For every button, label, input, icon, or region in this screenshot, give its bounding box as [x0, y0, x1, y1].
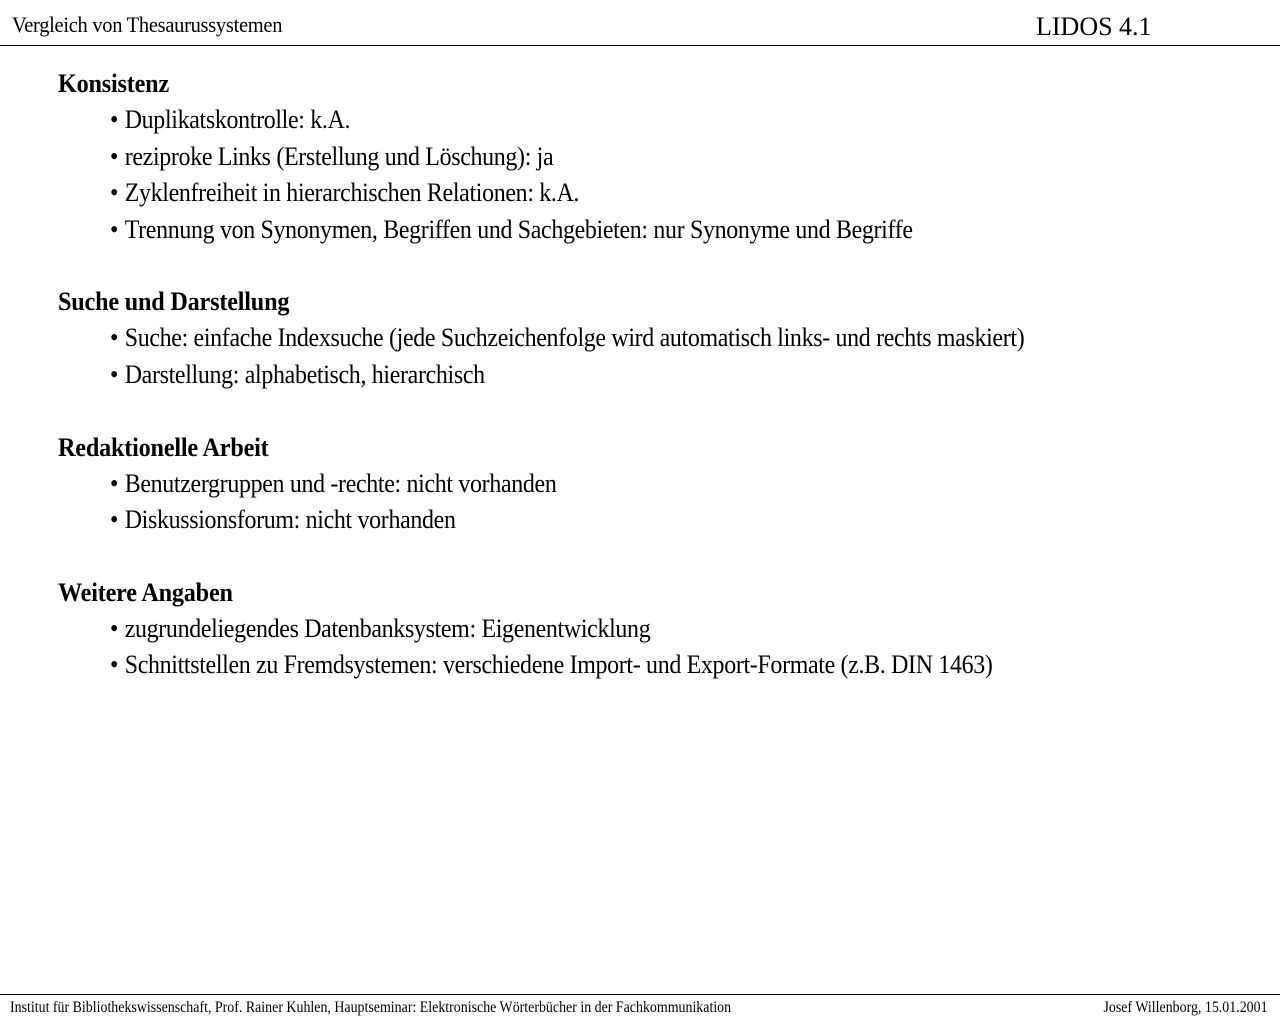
list-item	[110, 647, 1148, 684]
section-konsistenz	[58, 66, 1238, 248]
list-item-text: Trennung von Synonymen, Begriffen und Sachgebieten: nur Synonyme und Begriffe	[124, 214, 913, 244]
bullet-icon: •	[110, 178, 119, 208]
bullet-list	[58, 320, 1238, 393]
bullet-icon: •	[110, 105, 119, 134]
document-title: Vergleich von Thesaurussystemen	[12, 12, 283, 37]
list-item-text: Diskussionsforum: nicht vorhanden	[124, 505, 456, 535]
list-item	[110, 502, 1148, 539]
bullet-icon: •	[110, 613, 119, 643]
list-item-text: Suche: einfache Indexsuche (jede Suchzeichenfolge wird automatisch links- und rechts maskiert)	[124, 323, 1025, 353]
bullet-icon: •	[110, 650, 119, 680]
section-heading: Konsistenz	[58, 69, 169, 98]
list-item	[110, 139, 1148, 176]
list-item	[110, 466, 1148, 503]
system-name: LIDOS 4.1	[1036, 12, 1152, 41]
slide-content	[58, 66, 1238, 720]
list-item	[110, 357, 1148, 394]
section-heading: Redaktionelle Arbeit	[58, 432, 269, 462]
bullet-icon: •	[110, 141, 119, 171]
bullet-icon: •	[110, 214, 119, 244]
list-item	[110, 611, 1148, 648]
list-item	[110, 175, 1148, 212]
bullet-icon: •	[110, 323, 119, 353]
bullet-icon: •	[110, 359, 119, 389]
footer-divider	[0, 994, 1280, 995]
list-item-text: Zyklenfreiheit in hierarchischen Relationen: k.A.	[124, 178, 580, 208]
list-item-text: zugrundeliegendes Datenbanksystem: Eigenentwicklung	[124, 613, 651, 643]
list-item	[110, 102, 1148, 139]
header-divider	[0, 45, 1280, 46]
section-redaktionelle-arbeit	[58, 430, 1238, 539]
section-weitere-angaben	[58, 575, 1238, 684]
footer-institution: Institut für Bibliothekswissenschaft, Prof. Rainer Kuhlen, Hauptseminar: Elektronische Wörterbücher in der Fachkommunikation	[10, 999, 732, 1016]
list-item-text: reziproke Links (Erstellung und Löschung): ja	[124, 141, 554, 171]
bullet-icon: •	[110, 468, 119, 498]
section-heading: Weitere Angaben	[58, 577, 233, 607]
list-item	[110, 320, 1148, 357]
list-item-text: Schnittstellen zu Fremdsystemen: verschiedene Import- und Export-Formate (z.B. DIN 1463)	[124, 650, 993, 680]
section-heading: Suche und Darstellung	[58, 287, 290, 317]
section-suche-und-darstellung	[58, 284, 1238, 393]
list-item-text: Benutzergruppen und -rechte: nicht vorhanden	[124, 468, 557, 498]
list-item	[110, 212, 1148, 249]
bullet-icon: •	[110, 505, 119, 535]
bullet-list	[58, 102, 1238, 248]
bullet-list	[58, 611, 1238, 684]
footer-author-date: Josef Willenborg, 15.01.2001	[1103, 999, 1268, 1016]
list-item-text: Duplikatskontrolle: k.A.	[124, 105, 351, 134]
list-item-text: Darstellung: alphabetisch, hierarchisch	[124, 359, 485, 389]
bullet-list	[58, 466, 1238, 539]
